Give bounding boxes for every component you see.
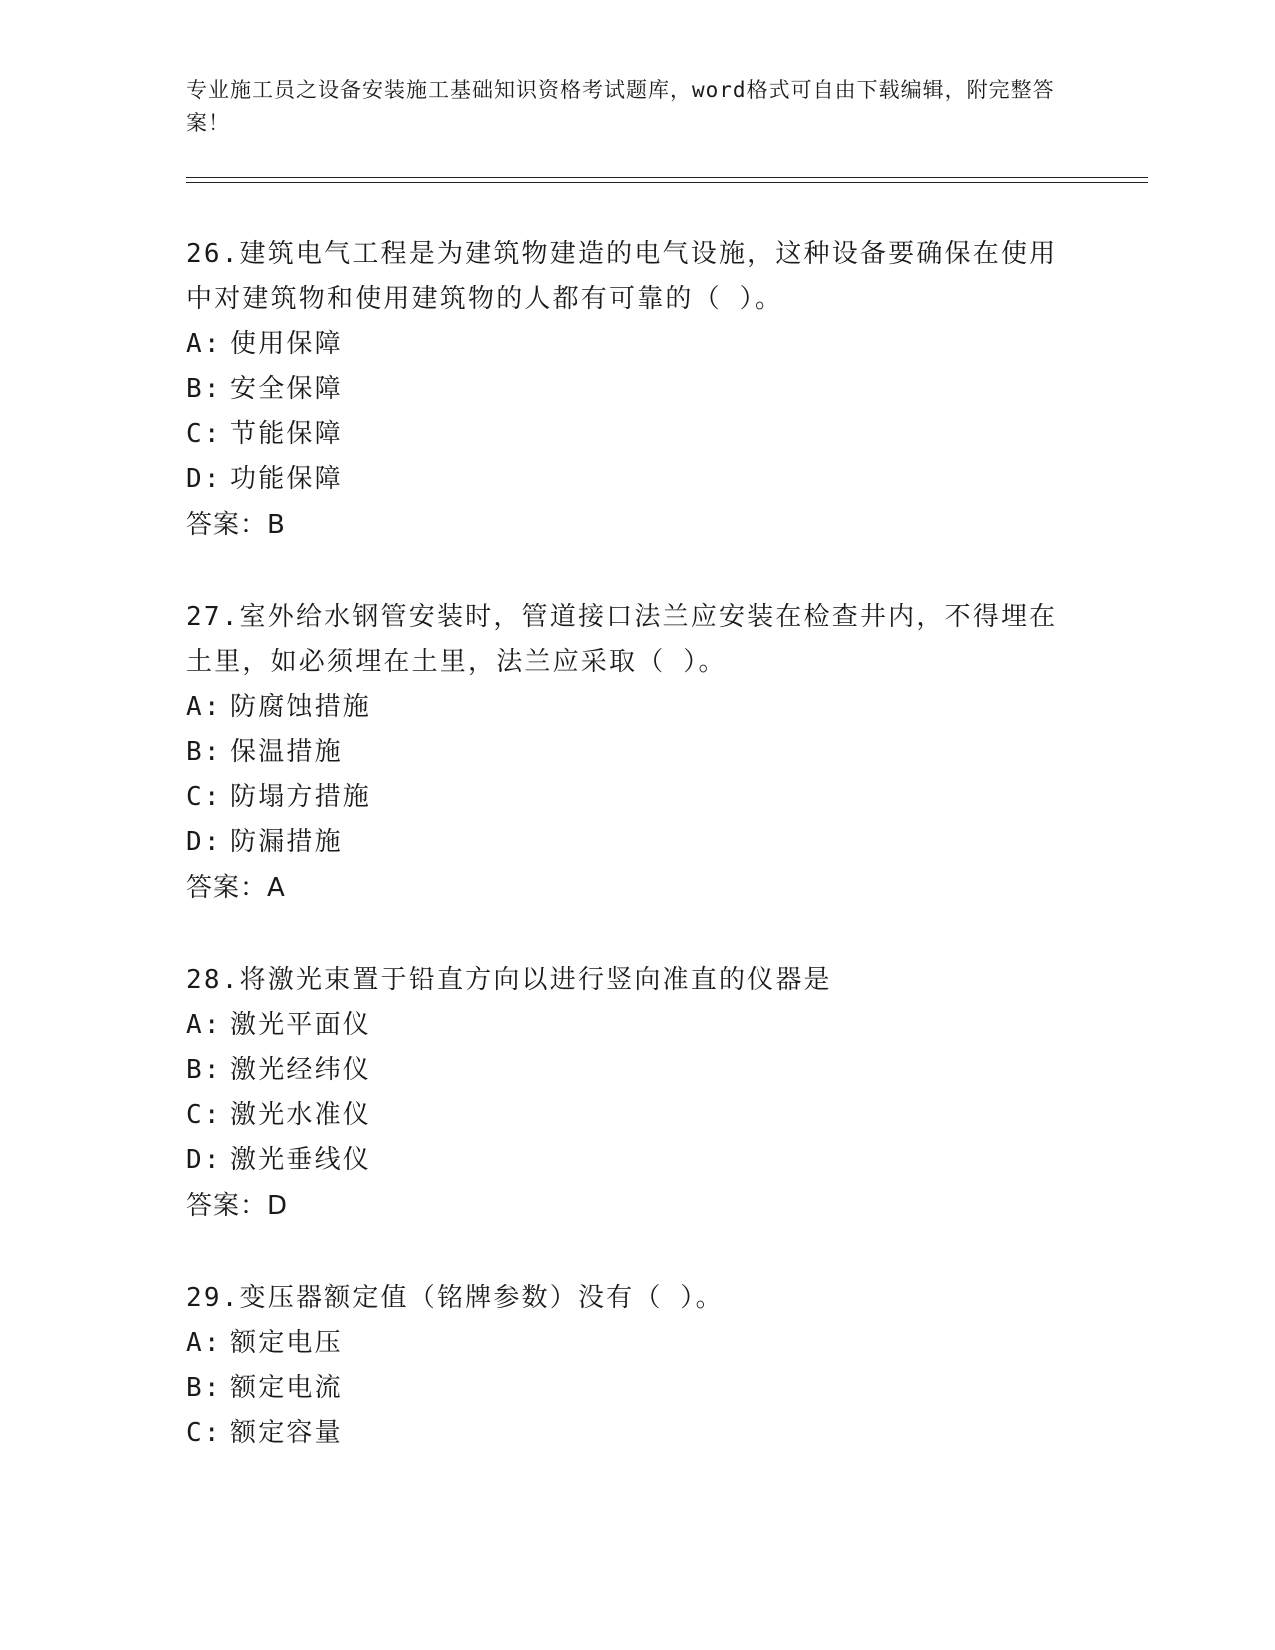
option-key: C: <box>186 1418 222 1448</box>
option-value: 防漏措施 <box>230 827 343 857</box>
question-29 <box>186 1276 1086 1456</box>
answer: 答案：D <box>186 1191 289 1221</box>
option-key: B: <box>186 1373 222 1403</box>
option-value: 额定电压 <box>230 1328 343 1358</box>
option-a <box>186 1003 1086 1048</box>
option-key: B: <box>186 1055 222 1085</box>
option-d <box>186 820 1086 865</box>
question-text: 29.变压器额定值（铭牌参数）没有（ ）。 <box>186 1283 724 1313</box>
option-key: A: <box>186 1328 222 1358</box>
option-value: 节能保障 <box>230 419 343 449</box>
option-key: A: <box>186 692 222 722</box>
option-value: 激光平面仪 <box>230 1010 372 1040</box>
option-key: D: <box>186 464 222 494</box>
option-value: 使用保障 <box>230 329 343 359</box>
question-28 <box>186 958 1086 1229</box>
option-b <box>186 730 1086 775</box>
option-key: C: <box>186 782 222 812</box>
option-value: 额定电流 <box>230 1373 343 1403</box>
option-key: D: <box>186 1145 222 1175</box>
option-value: 激光垂线仪 <box>230 1145 372 1175</box>
option-key: C: <box>186 419 222 449</box>
header-rule-bottom <box>186 182 1148 183</box>
option-c <box>186 412 1086 457</box>
option-key: B: <box>186 374 222 404</box>
option-value: 功能保障 <box>230 464 343 494</box>
option-value: 防塌方措施 <box>230 782 372 812</box>
option-b <box>186 1366 1086 1411</box>
document-header: 专业施工员之设备安装施工基础知识资格考试题库，word格式可自由下载编辑，附完整答案！ <box>186 78 1055 135</box>
option-c <box>186 1411 1086 1456</box>
option-value: 激光水准仪 <box>230 1100 372 1130</box>
option-key: D: <box>186 827 222 857</box>
option-value: 安全保障 <box>230 374 343 404</box>
option-key: B: <box>186 737 222 767</box>
question-list <box>186 232 1086 1503</box>
option-d <box>186 1138 1086 1183</box>
option-c <box>186 775 1086 820</box>
option-b <box>186 367 1086 412</box>
question-text: 27.室外给水钢管安装时，管道接口法兰应安装在检查井内，不得埋在土里，如必须埋在土里，法兰应采取（ ）。 <box>186 602 1058 677</box>
option-c <box>186 1093 1086 1138</box>
option-d <box>186 457 1086 502</box>
option-value: 激光经纬仪 <box>230 1055 372 1085</box>
question-26 <box>186 232 1086 548</box>
question-text: 28.将激光束置于铅直方向以进行竖向准直的仪器是 <box>186 965 832 995</box>
option-value: 防腐蚀措施 <box>230 692 372 722</box>
header-rule-top <box>186 177 1148 178</box>
option-a <box>186 322 1086 367</box>
option-a <box>186 685 1086 730</box>
answer: 答案：A <box>186 873 286 903</box>
question-27 <box>186 595 1086 911</box>
option-key: C: <box>186 1100 222 1130</box>
option-a <box>186 1321 1086 1366</box>
option-key: A: <box>186 1010 222 1040</box>
option-value: 额定容量 <box>230 1418 343 1448</box>
option-b <box>186 1048 1086 1093</box>
answer: 答案：B <box>186 510 286 540</box>
option-value: 保温措施 <box>230 737 343 767</box>
question-text: 26.建筑电气工程是为建筑物建造的电气设施，这种设备要确保在使用中对建筑物和使用建筑物的人都有可靠的（ ）。 <box>186 239 1058 314</box>
option-key: A: <box>186 329 222 359</box>
